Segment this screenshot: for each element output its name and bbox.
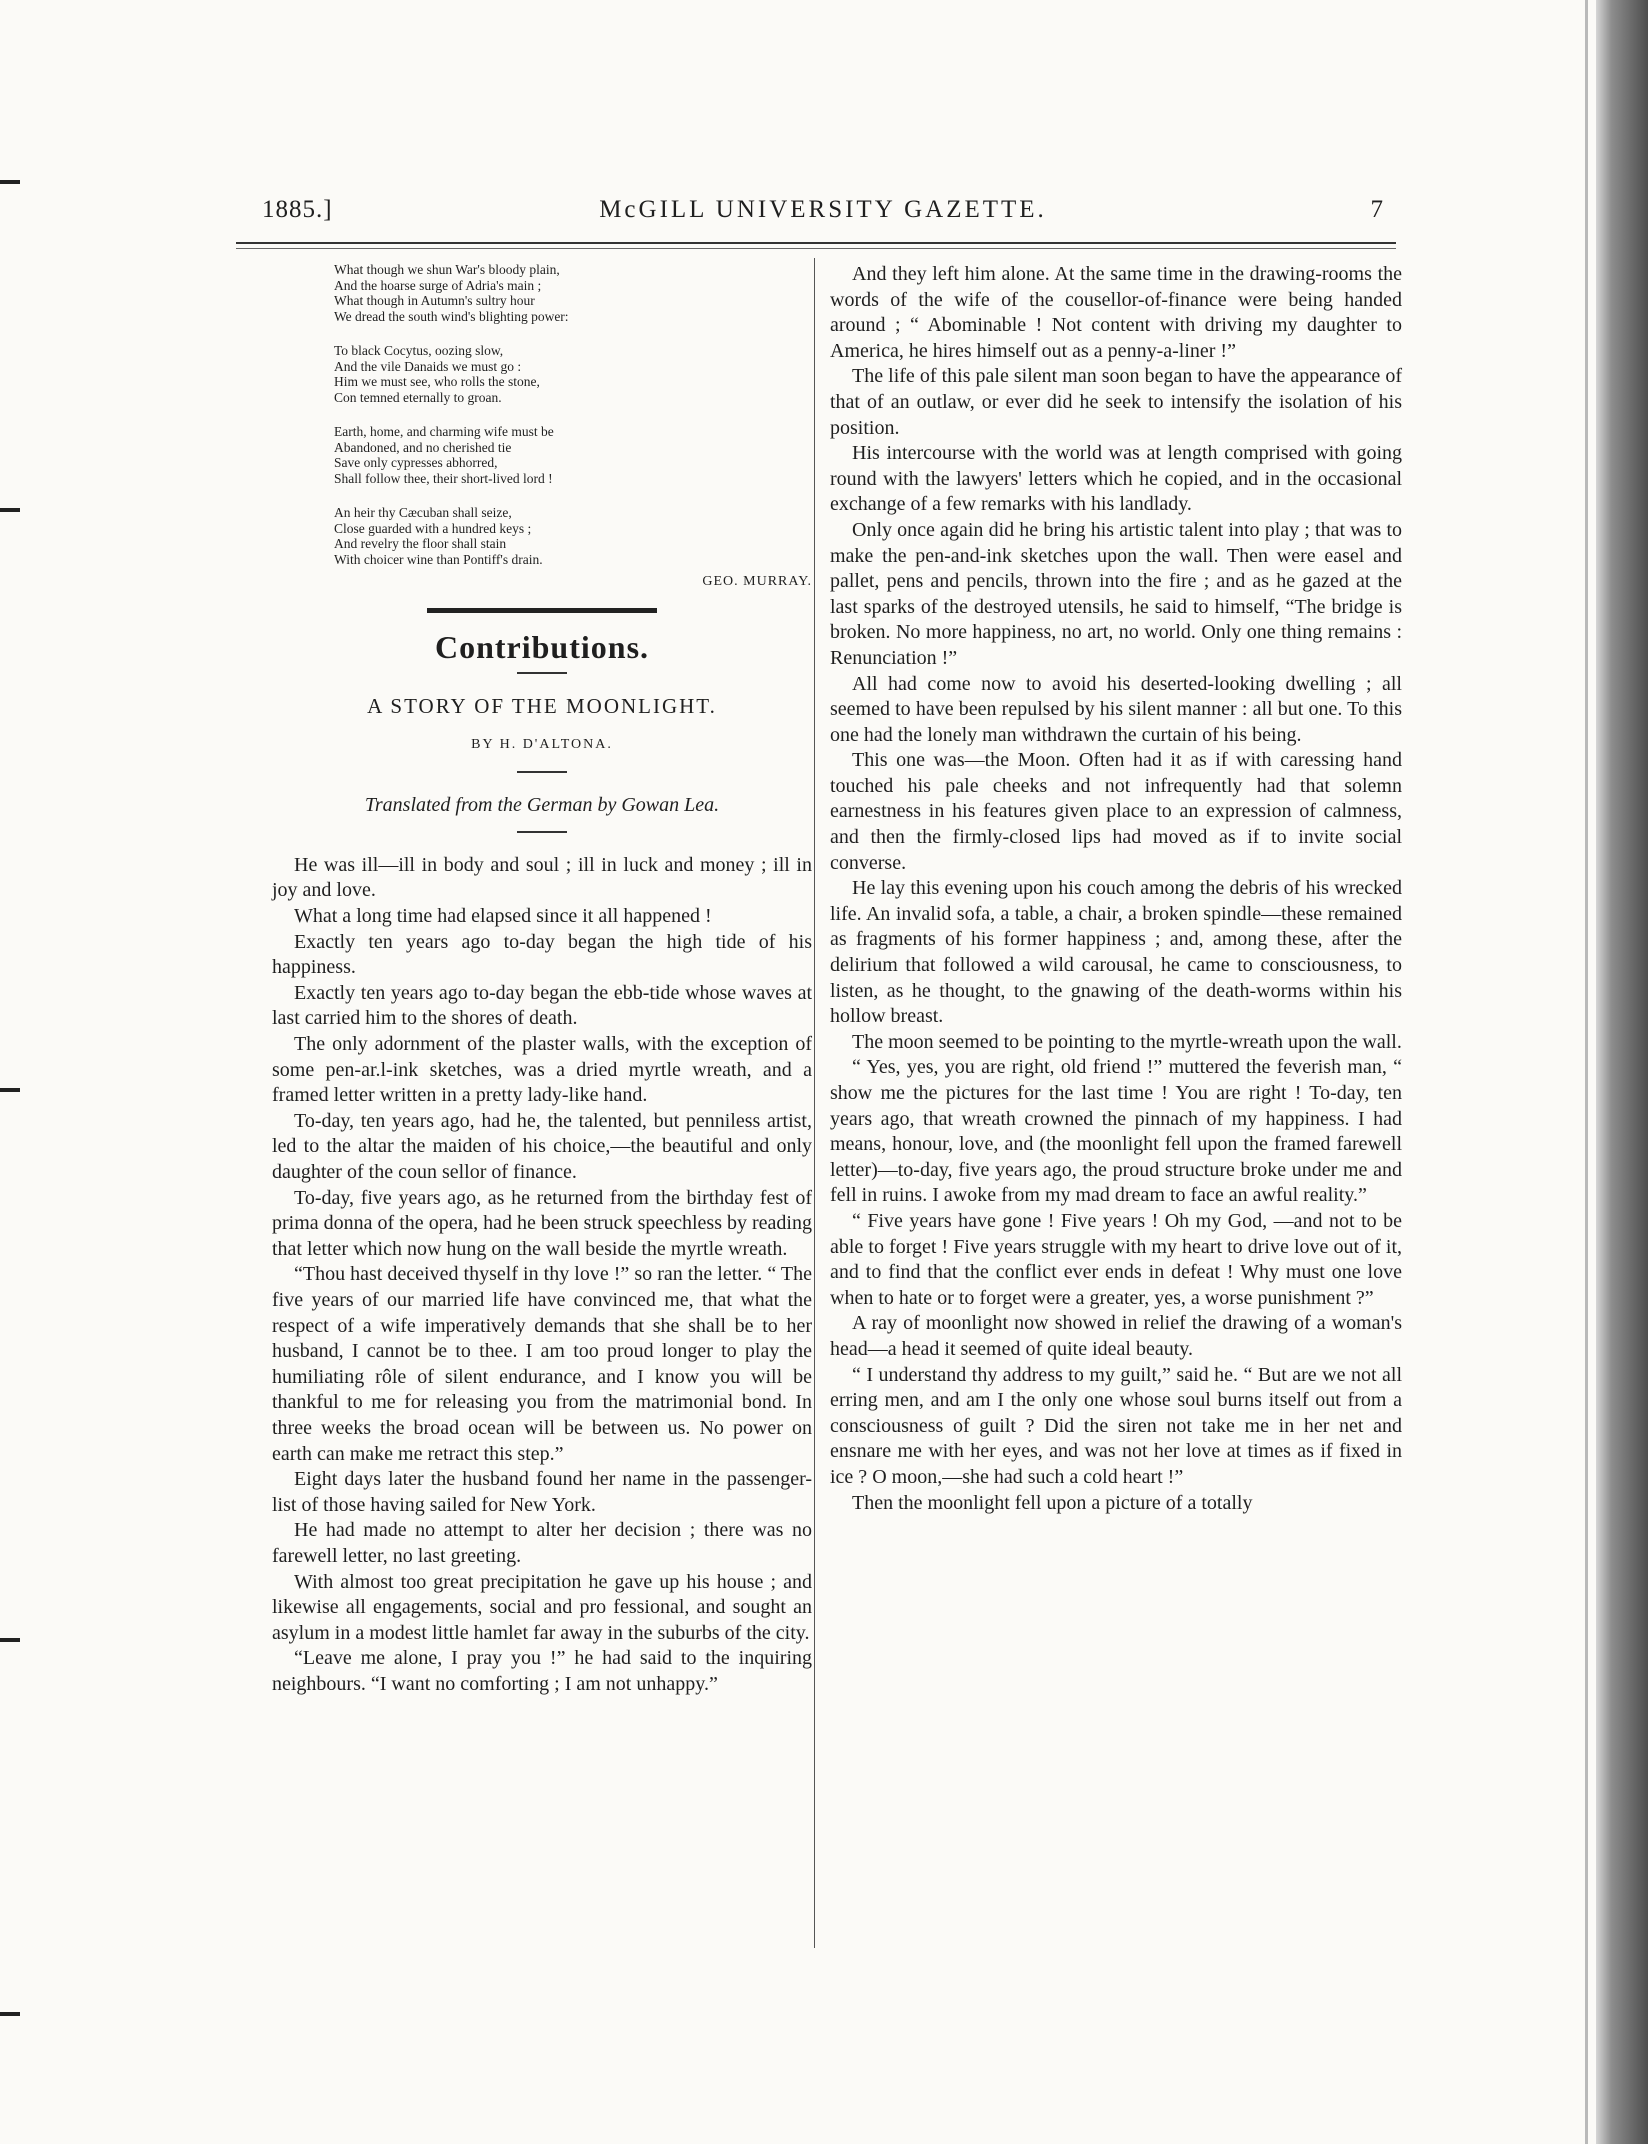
page-edge-shadow xyxy=(1596,0,1648,2144)
paragraph: He had made no attempt to alter her decision ; there was no farewell letter, no last greeting. xyxy=(272,1519,812,1567)
poem-stanza xyxy=(334,262,812,324)
poem-line: An heir thy Cæcuban shall seize, xyxy=(334,505,512,520)
paragraph: To-day, five years ago, as he returned from the birthday fest of prima donna of the opera, had he been struck speechless by reading that letter which now hung on the wall beside the myrtle wreath. xyxy=(272,1186,812,1260)
paragraph: His intercourse with the world was at length comprised with going round with the lawyers' letters which he copied, and in the occasional exchange of a few remarks with his landlady. xyxy=(830,442,1402,516)
paragraph: With almost too great precipitation he gave up his house ; and likewise all engagements, social and pro fessional, and sought an asylum in a modest little hamlet far away in the suburbs of the city. xyxy=(272,1570,812,1644)
paragraph: He lay this evening upon his couch among the debris of his wrecked life. An invalid sofa, a table, a chair, a broken spindle—these remained as fragments of his former happiness ; and, among these, after the delirium that followed a wild carousal, he came to consciousness, to listen, as he thought, to the gnawing of the death-worms within his hollow breast. xyxy=(830,877,1402,1028)
page-edge-line xyxy=(1585,0,1588,2144)
paragraph: “Thou hast deceived thyself in thy love !” so ran the letter. “ The five years of our married life have convinced me, that what the respect of a wife imperatively demands that she shall be to her husband, I cannot be to thee. I am too proud longer to play the humiliating rôle of silent endurance, and I know you will be thankful to me for releasing you from the matrimonial bond. In three weeks the broad ocean will be between us. No power on earth can make me retract this step.” xyxy=(272,1263,812,1465)
paragraph: “ I understand thy address to my guilt,” said he. “ But are we not all erring men, and am I the only one whose soul burns itself out from a consciousness of guilt ? Did the siren not take me in her net and ensnare me with her eyes, and was not her love at times as if fixed in ice ? O moon,—she had such a cold heart !” xyxy=(830,1363,1402,1488)
header-rule-thin xyxy=(236,248,1396,249)
paragraph: This one was—the Moon. Often had it as if with caressing hand touched his pale cheeks and not infrequently had that solemn earnestness in his features given place to an expression of calmness, and then the firmly-closed lips had moved as if to invite social converse. xyxy=(830,749,1402,874)
short-rule xyxy=(517,672,567,674)
poem-line: Close guarded with a hundred keys ; xyxy=(334,520,532,536)
poem-line: What though we shun War's bloody plain, xyxy=(334,262,560,277)
poem-line: And the vile Danaids we must go : xyxy=(334,358,522,374)
binding-mark xyxy=(0,1088,20,1092)
paragraph: Exactly ten years ago to-day began the high tide of his happiness. xyxy=(272,930,812,979)
header-year: 1885.] xyxy=(262,196,333,223)
paragraph: All had come now to avoid his deserted-looking dwelling ; all seemed to have been repulsed by his silent manner : all but one. To this one had the lonely man withdrawn the curtain of his being. xyxy=(830,672,1402,746)
page-number: 7 xyxy=(1370,196,1384,223)
poem-line: Save only cypresses abhorred, xyxy=(334,455,498,470)
translator-credit: Translated from the German by Gowan Lea. xyxy=(364,794,720,817)
poem-line: What though in Autumn's sultry hour xyxy=(334,293,535,308)
section-rule xyxy=(427,608,657,613)
poem-line: Abandoned, and no cherished tie xyxy=(334,439,512,455)
paragraph: And they left him alone. At the same time in the drawing-rooms the words of the wife of the cousellor-of-finance were being handed around ; “ Abominable ! Not content with driving my daughter to America, he hires himself out as a penny-a-liner !” xyxy=(830,263,1402,362)
poem-stanza xyxy=(334,505,812,567)
section-title: Contributions. xyxy=(434,628,650,665)
paragraph: What a long time had elapsed since it all happened ! xyxy=(294,905,712,928)
paragraph: Eight days later the husband found her name in the passenger-list of those having sailed for New York. xyxy=(272,1468,812,1516)
paragraph: The moon seemed to be pointing to the myrtle-wreath upon the wall. xyxy=(852,1030,1402,1053)
paragraph: Exactly ten years ago to-day began the ebb-tide whose waves at last carried him to the shores of death. xyxy=(272,981,812,1030)
paragraph: “ Five years have gone ! Five years ! Oh my God, —and not to be able to forget ! Five years struggle with my heart to drive love out of it, and to find that the conflict ever ends in defeat ! Why must one love when to hate or to forget were a greater, yes, a worse punishment ?” xyxy=(830,1209,1402,1309)
poem-stanza xyxy=(334,424,812,486)
paragraph: The only adornment of the plaster walls, with the exception of some pen-ar.l-ink sketches, was a dried myrtle wreath, and a framed letter written in a pretty lady-like hand. xyxy=(272,1033,812,1107)
left-column xyxy=(272,262,812,1697)
paragraph: The life of this pale silent man soon began to have the appearance of that of an outlaw, or ever did he seek to intensify the isolation of his position. xyxy=(830,365,1402,439)
running-header xyxy=(262,196,1384,240)
poem-line: With choicer wine than Pontiff's drain. xyxy=(334,551,543,567)
paragraph: Only once again did he bring his artistic talent into play ; that was to make the pen-and-ink sketches upon the wall. Then were easel and pallet, pens and pencils, thrown into the fire ; and as he gazed at the last sparks of the destroyed utensils, he said to himself, “The bridge is broken. No more happiness, no art, no world. Only one thing remains : Renunciation !” xyxy=(830,518,1402,669)
short-rule xyxy=(517,831,567,833)
story-byline: BY H. D'ALTONA. xyxy=(471,736,613,752)
paragraph: To-day, ten years ago, had he, the talented, but penniless artist, led to the altar the maiden of his choice,—the beautiful and only daughter of the coun sellor of finance. xyxy=(272,1109,812,1183)
binding-mark xyxy=(0,2012,20,2016)
poem-line: We dread the south wind's blighting power: xyxy=(334,308,569,324)
paragraph: Then the moonlight fell upon a picture of a totally xyxy=(852,1491,1253,1514)
paragraph: “Leave me alone, I pray you !” he had said to the inquiring neighbours. “I want no comforting ; I am not unhappy.” xyxy=(272,1647,812,1695)
right-column xyxy=(830,262,1402,1516)
binding-mark xyxy=(0,508,20,512)
poem-stanza xyxy=(334,343,812,405)
poem-line: Him we must see, who rolls the stone, xyxy=(334,374,540,389)
poem-line: Shall follow thee, their short-lived lord ! xyxy=(334,470,553,486)
paragraph: He was ill—ill in body and soul ; ill in luck and money ; ill in joy and love. xyxy=(272,853,812,902)
header-title: McGILL UNIVERSITY GAZETTE. xyxy=(599,196,1047,223)
poem-line: Earth, home, and charming wife must be xyxy=(334,424,554,439)
poem-line: And the hoarse surge of Adria's main ; xyxy=(334,277,542,293)
paragraph: “ Yes, yes, you are right, old friend !” muttered the feverish man, “ show me the pictures for the last time ! You are right ! To-day, ten years ago, that wreath crowned the pinnach of my happiness. I had means, honour, love, and (the moonlight fell upon the framed farewell letter)—to-day, five years ago, the proud structure broke under me and fell in ruins. I awoke from my mad dream to face an awful reality.” xyxy=(830,1056,1402,1207)
poem-author: GEO. MURRAY. xyxy=(702,574,812,589)
poem xyxy=(334,262,812,590)
story-title: A STORY OF THE MOONLIGHT. xyxy=(367,694,717,719)
poem-line: Con temned eternally to groan. xyxy=(334,389,502,405)
header-rule xyxy=(236,242,1396,244)
poem-line: And revelry the floor shall stain xyxy=(334,536,507,551)
short-rule xyxy=(517,771,567,773)
binding-mark xyxy=(0,1638,20,1642)
binding-mark xyxy=(0,180,20,184)
poem-line: To black Cocytus, oozing slow, xyxy=(334,343,504,358)
column-divider xyxy=(814,258,815,1948)
paragraph: A ray of moonlight now showed in relief the drawing of a woman's head—a head it seemed of quite ideal beauty. xyxy=(830,1312,1402,1360)
